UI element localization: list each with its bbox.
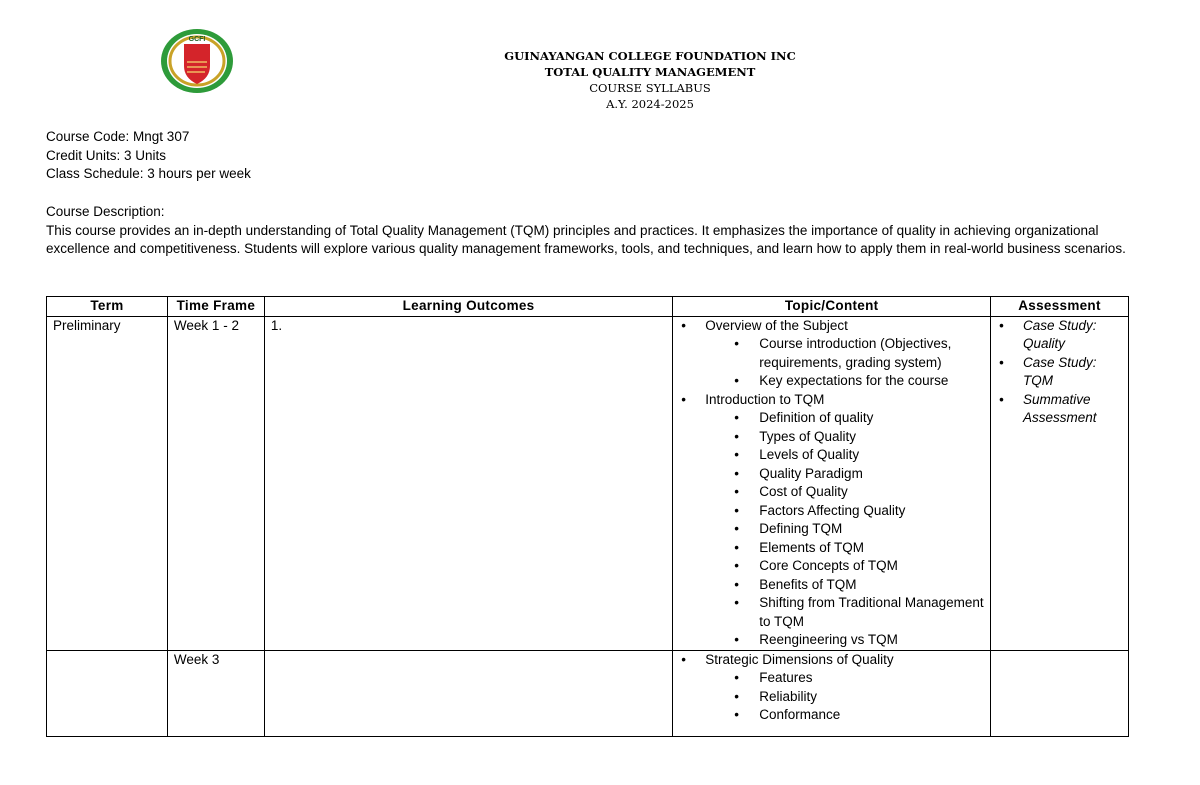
subtopic-item: • Benefits of TQM: [705, 576, 984, 595]
subtopic-item: • Quality Paradigm: [705, 465, 984, 484]
assessment-cell: [991, 316, 1129, 650]
topic-item: [679, 651, 984, 725]
time-frame-cell: Week 1 - 2: [167, 316, 264, 650]
subtopic-item: • Reengineering vs TQM: [705, 631, 984, 650]
table-row: [47, 650, 1129, 736]
subtopic-item: • Reliability: [705, 688, 984, 707]
outcomes-cell: [264, 650, 672, 736]
table-header-row: [47, 297, 1129, 317]
subtopic-item: • Types of Quality: [705, 428, 984, 447]
header-term: Term: [47, 297, 168, 317]
subtopic-item: • Course introduction (Objectives, requirements, grading system): [705, 335, 984, 372]
description-label: Course Description:: [46, 204, 165, 219]
topics-cell: [673, 316, 991, 650]
academic-year: A.Y. 2024-2025: [606, 97, 694, 111]
subtopic-item: • Key expectations for the course: [705, 372, 984, 391]
document-header: [400, 48, 900, 112]
assessment-item: • Summative Assessment: [997, 391, 1122, 428]
course-title: TOTAL QUALITY MANAGEMENT: [544, 65, 756, 79]
subtopic-item: • Factors Affecting Quality: [705, 502, 984, 521]
credit-units: Credit Units: 3 Units: [46, 147, 167, 163]
subtopic-item: • Definition of quality: [705, 409, 984, 428]
description-text: This course provides an in-depth understanding of Total Quality Management (TQM) principles and practices. It emphasizes the importance of quality in achieving organizational excellence and competitiveness. Students will explore various quality management frameworks, tools, and techniques, and learn how to apply them in real-world business scenarios.: [46, 222, 1126, 256]
term-cell: Preliminary: [47, 316, 168, 650]
subtopic-item: • Features: [705, 669, 984, 688]
header-topic-content: Topic/Content: [673, 297, 991, 317]
assessment-item: • Case Study: TQM: [997, 354, 1122, 391]
course-code: Course Code: Mngt 307: [46, 129, 190, 144]
subtopic-item: • Elements of TQM: [705, 539, 984, 558]
assessment-item: • Case Study: Quality: [997, 317, 1122, 354]
topic-title: Overview of the Subject: [705, 317, 848, 333]
subtopic-item: • Defining TQM: [705, 520, 984, 539]
class-schedule: Class Schedule: 3 hours per week: [46, 166, 251, 181]
logo-text: GCFI: [188, 36, 206, 43]
header-time-frame: Time Frame: [167, 297, 264, 317]
assessment-cell: [991, 650, 1129, 736]
time-frame-cell: Week 3: [167, 650, 264, 736]
term-cell: [47, 650, 168, 736]
document-type: COURSE SYLLABUS: [589, 81, 711, 95]
syllabus-table: [46, 296, 1129, 737]
table-row: [47, 316, 1129, 650]
subtopic-item: • Conformance: [705, 706, 984, 725]
topics-cell: [673, 650, 991, 736]
topic-title: Introduction to TQM: [705, 391, 825, 407]
subtopic-item: • Cost of Quality: [705, 483, 984, 502]
outcomes-cell: 1.: [264, 316, 672, 650]
school-logo: [160, 28, 234, 94]
topic-item: [679, 317, 984, 391]
subtopic-item: • Levels of Quality: [705, 446, 984, 465]
topic-item: [679, 391, 984, 650]
institution-name: GUINAYANGAN COLLEGE FOUNDATION INC: [504, 49, 796, 63]
subtopic-item: • Core Concepts of TQM: [705, 557, 984, 576]
header-assessment: Assessment: [991, 297, 1129, 317]
subtopic-item: • Shifting from Traditional Management to TQM: [705, 594, 984, 631]
topic-title: Strategic Dimensions of Quality: [705, 651, 894, 667]
course-description: [46, 203, 1156, 259]
header-learning-outcomes: Learning Outcomes: [264, 297, 672, 317]
course-info: [46, 128, 251, 184]
